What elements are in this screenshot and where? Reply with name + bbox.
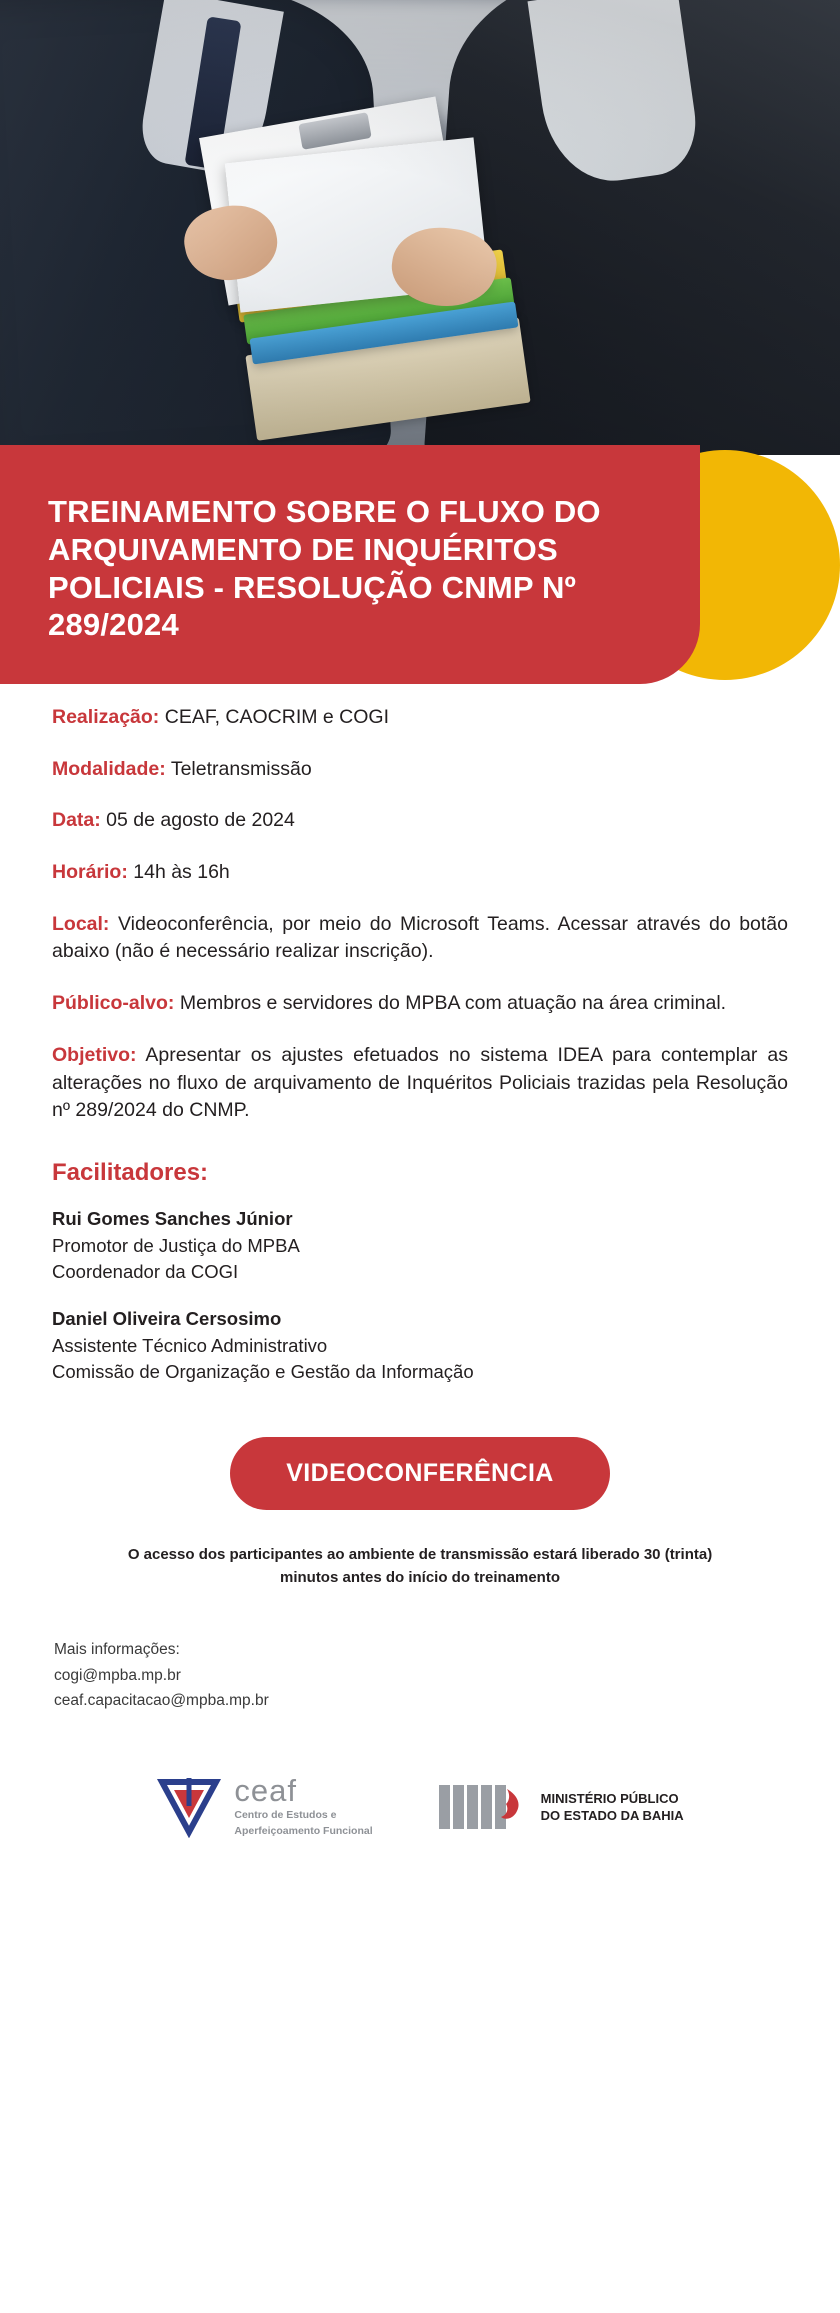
facilitator-item xyxy=(52,1305,788,1385)
field-horario-label: Horário: xyxy=(52,861,128,884)
field-publico-alvo xyxy=(52,990,788,1018)
mp-line-1: MINISTÉRIO PÚBLICO xyxy=(540,1790,679,1806)
ceaf-subtitle-line-2: Aperfeiçoamento Funcional xyxy=(234,1825,373,1838)
field-realizacao-value: CEAF, CAOCRIM e COGI xyxy=(159,706,390,728)
videoconference-button[interactable]: VIDEOCONFERÊNCIA xyxy=(230,1437,610,1510)
ceaf-subtitle-line-1: Centro de Estudos e xyxy=(234,1808,337,1821)
ceaf-logo xyxy=(156,1772,373,1839)
ceaf-logo-text xyxy=(234,1772,373,1839)
hero-vignette xyxy=(0,0,840,455)
field-modalidade-label: Modalidade: xyxy=(52,757,166,780)
field-objetivo xyxy=(52,1042,788,1125)
field-data-value: 05 de agosto de 2024 xyxy=(100,809,295,832)
page-title: TREINAMENTO SOBRE O FLUXO DO ARQUIVAMENTO DE INQUÉRITOS POLICIAIS - RESOLUÇÃO CNMP Nº 289/2024 xyxy=(48,494,601,643)
access-note: O acesso dos participantes ao ambiente de transmissão estará liberado 30 (trinta) minutos antes do início do treinamento xyxy=(127,1546,713,1586)
mp-emblem-icon xyxy=(437,1779,529,1835)
title-section xyxy=(0,455,840,710)
field-horario-value: 14h às 16h xyxy=(127,861,230,884)
mp-logo-text xyxy=(541,1790,684,1824)
mp-line-2: DO ESTADO DA BAHIA xyxy=(540,1807,684,1823)
field-data-label: Data: xyxy=(52,809,101,832)
facilitator-item xyxy=(52,1205,788,1285)
field-objetivo-value: Apresentar os ajustes efetuados no sistema IDEA para contemplar as alterações no fluxo de arquivamento de Inquéritos Policiais trazidas pela Resolução nº 289/2024 do CNMP. xyxy=(52,1043,788,1122)
field-modalidade xyxy=(52,756,788,784)
field-local-label: Local: xyxy=(52,912,110,935)
contact-email-ceaf[interactable]: ceaf.capacitacao@mpba.mp.br xyxy=(54,1691,269,1709)
field-local xyxy=(52,911,788,966)
field-objetivo-label: Objetivo: xyxy=(52,1043,137,1066)
field-publico-alvo-label: Público-alvo: xyxy=(52,992,175,1015)
more-info-block xyxy=(52,1637,788,1712)
field-horario xyxy=(52,859,788,887)
field-publico-alvo-value: Membros e servidores do MPBA com atuação na área criminal. xyxy=(174,992,727,1015)
ceaf-name: ceaf xyxy=(234,1772,297,1808)
footer-logos xyxy=(52,1772,788,1881)
contact-email-cogi[interactable]: cogi@mpba.mp.br xyxy=(54,1666,181,1684)
facilitator-role-line-1: Promotor de Justiça do MPBA xyxy=(52,1234,300,1256)
hero-photo xyxy=(0,0,840,455)
facilitator-name: Rui Gomes Sanches Júnior xyxy=(52,1207,293,1229)
facilitator-name: Daniel Oliveira Cersosimo xyxy=(52,1308,282,1330)
more-info-heading: Mais informações: xyxy=(54,1641,180,1659)
title-banner xyxy=(0,445,700,684)
cta-container xyxy=(52,1437,788,1510)
content-area xyxy=(0,704,840,1881)
field-modalidade-value: Teletransmissão xyxy=(165,757,312,780)
field-data xyxy=(52,807,788,835)
facilitators-heading: Facilitadores: xyxy=(52,1158,209,1186)
facilitator-role-line-2: Coordenador da COGI xyxy=(52,1260,239,1282)
mp-logo xyxy=(437,1779,684,1835)
ceaf-emblem-icon xyxy=(156,1776,222,1838)
facilitator-role-line-1: Assistente Técnico Administrativo xyxy=(52,1334,328,1356)
facilitator-role-line-2: Comissão de Organização e Gestão da Informação xyxy=(52,1361,474,1383)
field-local-value: Videoconferência, por meio do Microsoft Teams. Acessar através do botão abaixo (não é necessário realizar inscrição). xyxy=(52,912,788,963)
field-realizacao-label: Realização: xyxy=(52,706,160,728)
